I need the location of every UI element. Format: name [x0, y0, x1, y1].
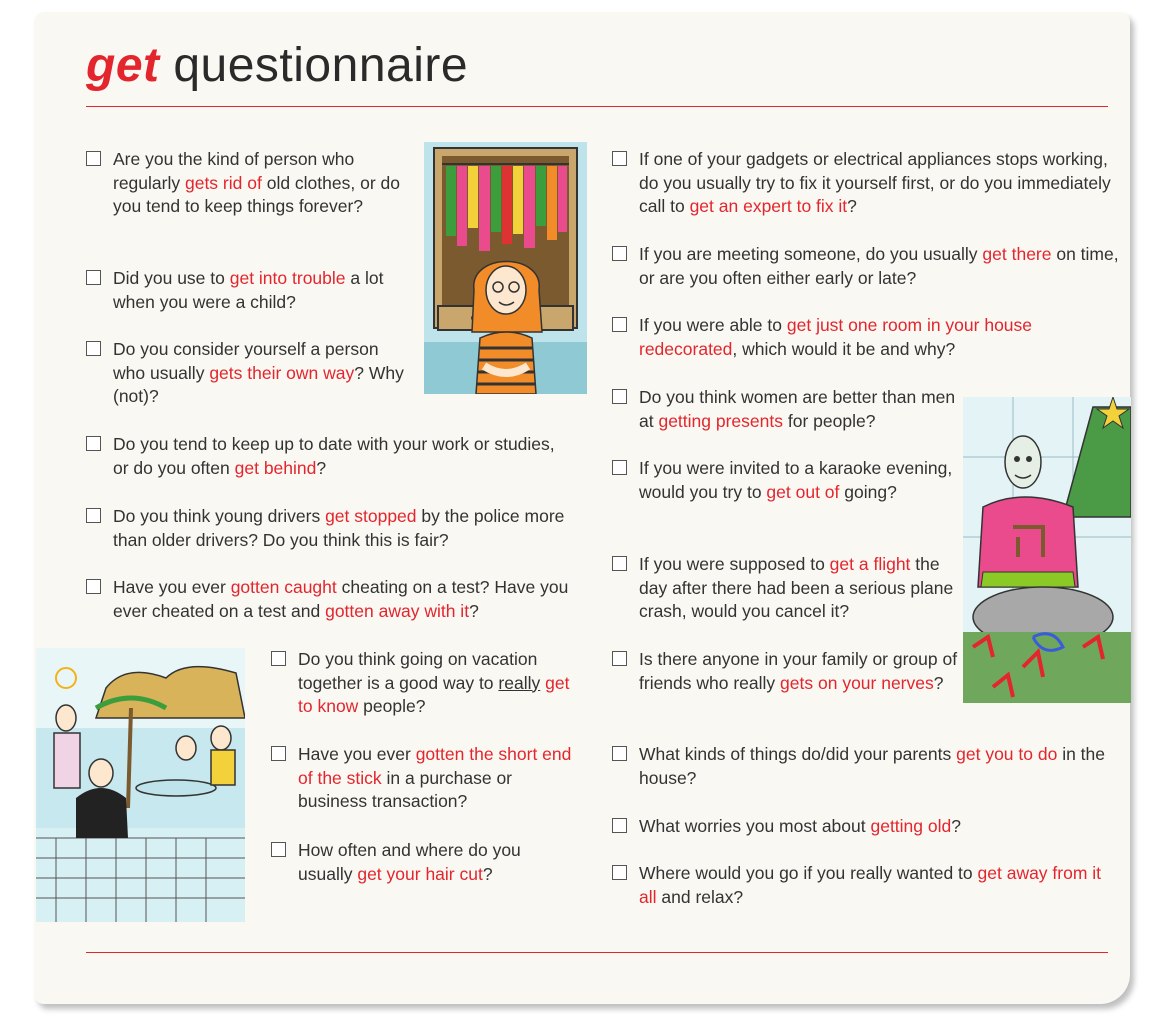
question-item — [86, 267, 413, 314]
checkbox[interactable] — [612, 389, 627, 404]
checkbox[interactable] — [86, 270, 101, 285]
checkbox[interactable] — [86, 508, 101, 523]
question-item — [612, 457, 969, 504]
page-title — [86, 36, 468, 96]
question-text: Have you ever gotten caught cheating on a test? Have you ever cheated on a test and gotten away with it? — [113, 577, 569, 621]
question-item — [271, 648, 578, 719]
checkbox[interactable] — [612, 865, 627, 880]
question-item — [612, 743, 1119, 790]
question-text: Do you tend to keep up to date with your work or studies, or do you often get behind? — [113, 434, 555, 478]
checkbox[interactable] — [612, 818, 627, 833]
checkbox[interactable] — [271, 651, 286, 666]
question-text: How often and where do you usually get your hair cut? — [298, 840, 521, 884]
question-item — [86, 505, 578, 552]
question-item — [86, 576, 583, 623]
checkbox[interactable] — [612, 651, 627, 666]
checkbox[interactable] — [612, 746, 627, 761]
title-rest: questionnaire — [159, 39, 469, 92]
question-text: Do you think women are better than men at getting presents for people? — [639, 387, 956, 431]
question-text: Have you ever gotten the short end of the stick in a purchase or business transaction? — [298, 744, 572, 811]
question-text: What kinds of things do/did your parents get you to do in the house? — [639, 744, 1106, 788]
checkbox[interactable] — [612, 246, 627, 261]
question-text: Do you consider yourself a person who usually gets their own way? Why (not)? — [113, 339, 404, 406]
question-text: Do you think young drivers get stopped by the police more than older drivers? Do you think this is fair? — [113, 506, 565, 550]
sweater-illustration — [963, 397, 1131, 703]
question-text: What worries you most about getting old? — [639, 816, 961, 836]
question-item — [612, 862, 1119, 909]
question-text: Do you think going on vacation together is a good way to really get to know people? — [298, 649, 570, 716]
checkbox[interactable] — [271, 842, 286, 857]
question-item — [86, 148, 413, 219]
checkbox[interactable] — [86, 151, 101, 166]
question-item — [612, 648, 959, 695]
question-text: Is there anyone in your family or group of friends who really gets on your nerves? — [639, 649, 958, 693]
question-text: If you were able to get just one room in your house redecorated, which would it be and why? — [639, 315, 1033, 359]
checkbox[interactable] — [612, 460, 627, 475]
title-accent: get — [86, 39, 160, 92]
question-text: Are you the kind of person who regularly gets rid of old clothes, or do you tend to keep things forever? — [113, 149, 400, 216]
wardrobe-illustration — [424, 142, 587, 394]
question-item — [612, 815, 1119, 839]
checkbox[interactable] — [612, 556, 627, 571]
question-item — [271, 839, 573, 886]
checkbox[interactable] — [86, 579, 101, 594]
question-item — [612, 314, 1109, 361]
question-text: Where would you go if you really wanted to get away from it all and relax? — [639, 863, 1102, 907]
checkbox[interactable] — [612, 317, 627, 332]
checkbox[interactable] — [612, 151, 627, 166]
question-item — [612, 148, 1114, 219]
checkbox[interactable] — [271, 746, 286, 761]
title-divider — [86, 106, 1108, 107]
question-item — [271, 743, 583, 814]
question-item — [612, 243, 1119, 290]
question-item — [86, 433, 568, 480]
question-text: If you were invited to a karaoke evening, would you try to get out of going? — [639, 458, 953, 502]
checkbox[interactable] — [86, 341, 101, 356]
question-text: If you were supposed to get a flight the day after there had been a serious plane crash, would you cancel it? — [639, 554, 954, 621]
vacation-illustration — [36, 648, 245, 922]
question-text: Did you use to get into trouble a lot when you were a child? — [113, 268, 384, 312]
footer-divider — [86, 952, 1108, 953]
question-item — [612, 553, 969, 624]
checkbox[interactable] — [86, 436, 101, 451]
question-item — [612, 386, 969, 433]
question-text: If you are meeting someone, do you usually get there on time, or are you often either early or late? — [639, 244, 1119, 288]
question-item — [86, 338, 413, 409]
question-text: If one of your gadgets or electrical appliances stops working, do you usually try to fix it yourself first, or do you immediately call to get an expert to fix it? — [639, 149, 1111, 216]
